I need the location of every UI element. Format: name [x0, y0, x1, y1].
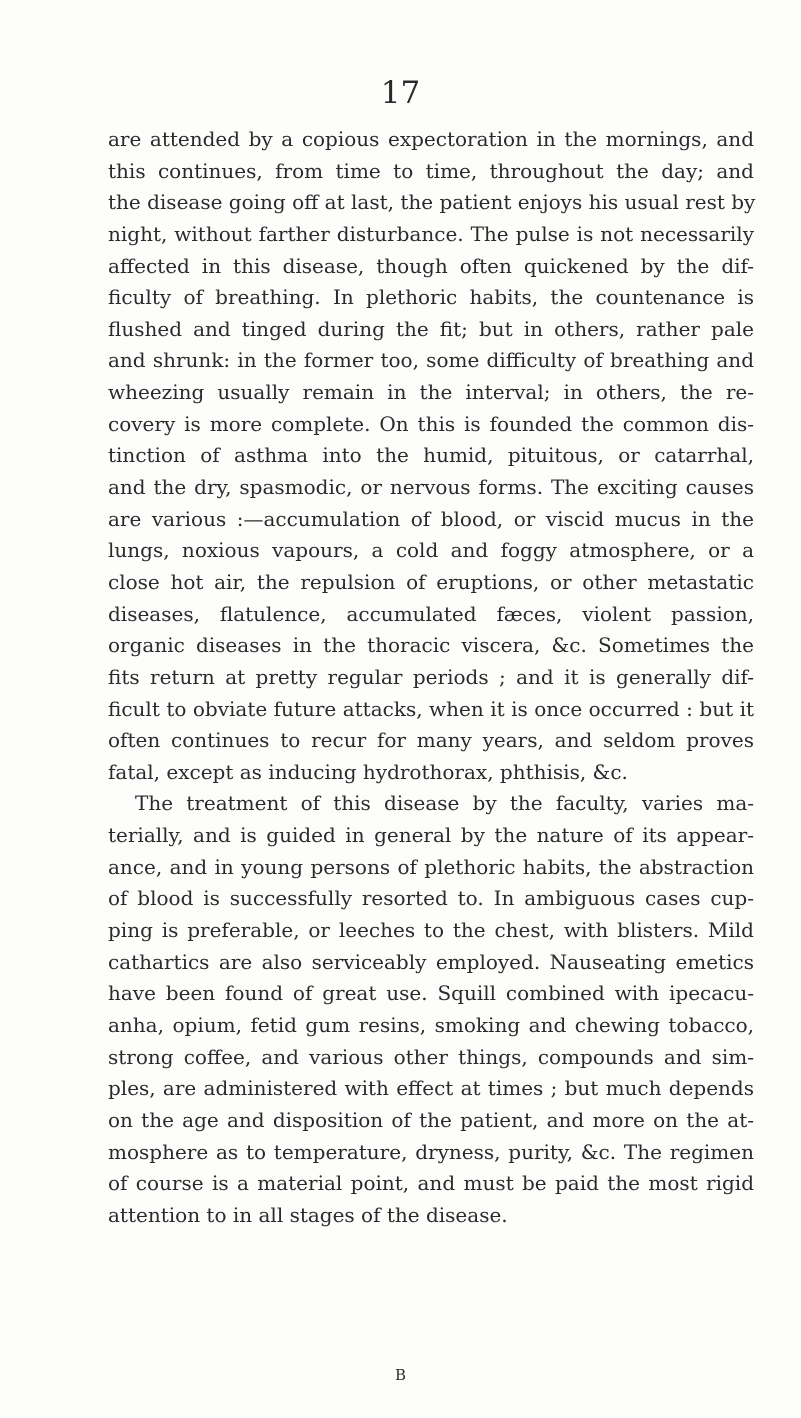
text-line: wheezing usually remain in the interval; in others, the re-: [108, 380, 754, 405]
text-line: have been found of great use. Squill combined with ipecacu-: [108, 981, 754, 1006]
text-line: tinction of asthma into the humid, pituitous, or catarrhal,: [108, 443, 754, 468]
body-text: [108, 124, 754, 1231]
page-number: 17: [380, 75, 421, 111]
text-line: ples, are administered with effect at times ; but much depends: [108, 1076, 754, 1101]
text-line: and shrunk: in the former too, some difficulty of breathing and: [108, 348, 754, 373]
paragraph-start-line: The treatment of this disease by the faculty, varies ma-: [135, 791, 754, 816]
paragraph-end-line: fatal, except as inducing hydrothorax, phthisis, &c.: [108, 759, 628, 784]
text-line: cathartics are also serviceably employed. Nauseating emetics: [108, 949, 754, 974]
signature-mark: B: [394, 1366, 407, 1384]
text-line: are attended by a copious expectoration in the mornings, and: [108, 127, 754, 151]
text-line: ping is preferable, or leeches to the chest, with blisters. Mild: [108, 918, 754, 943]
text-line: fits return at pretty regular periods ; and it is generally dif-: [108, 664, 754, 689]
text-line: ficulty of breathing. In plethoric habits, the countenance is: [108, 285, 754, 310]
text-line: strong coffee, and various other things, compounds and sim-: [108, 1044, 754, 1069]
text-line: of blood is successfully resorted to. In ambiguous cases cup-: [108, 886, 754, 911]
text-line: the disease going off at last, the patient enjoys his usual rest by: [108, 190, 756, 215]
text-line: this continues, from time to time, throughout the day; and: [108, 158, 754, 183]
text-line: night, without farther disturbance. The pulse is not necessarily: [108, 221, 754, 246]
text-line: ficult to obviate future attacks, when it is once occurred : but it: [108, 696, 754, 721]
text-line: flushed and tinged during the fit; but in others, rather pale: [108, 316, 754, 341]
text-line: terially, and is guided in general by the nature of its appear-: [108, 823, 754, 848]
text-line: often continues to recur for many years, and seldom proves: [108, 728, 754, 753]
text-line: mosphere as to temperature, dryness, purity, &c. The regimen: [108, 1139, 754, 1164]
text-line: on the age and disposition of the patient, and more on the at-: [108, 1107, 754, 1132]
text-line: and the dry, spasmodic, or nervous forms. The exciting causes: [108, 475, 754, 500]
text-line: anha, opium, fetid gum resins, smoking and chewing tobacco,: [108, 1012, 754, 1037]
text-line: close hot air, the repulsion of eruptions, or other metastatic: [108, 569, 754, 594]
text-line: ance, and in young persons of plethoric habits, the abstraction: [108, 854, 754, 879]
text-line: diseases, flatulence, accumulated fæces, violent passion,: [108, 601, 754, 626]
text-line: covery is more complete. On this is founded the common dis-: [108, 411, 754, 436]
text-line: organic diseases in the thoracic viscera, &c. Sometimes the: [108, 633, 754, 658]
text-line: affected in this disease, though often quickened by the dif-: [108, 253, 754, 278]
text-line: are various :—accumulation of blood, or viscid mucus in the: [108, 506, 754, 531]
paragraph-end-line: attention to in all stages of the disease.: [108, 1202, 508, 1227]
text-line: lungs, noxious vapours, a cold and foggy atmosphere, or a: [108, 538, 754, 563]
text-line: of course is a material point, and must be paid the most rigid: [108, 1171, 754, 1196]
